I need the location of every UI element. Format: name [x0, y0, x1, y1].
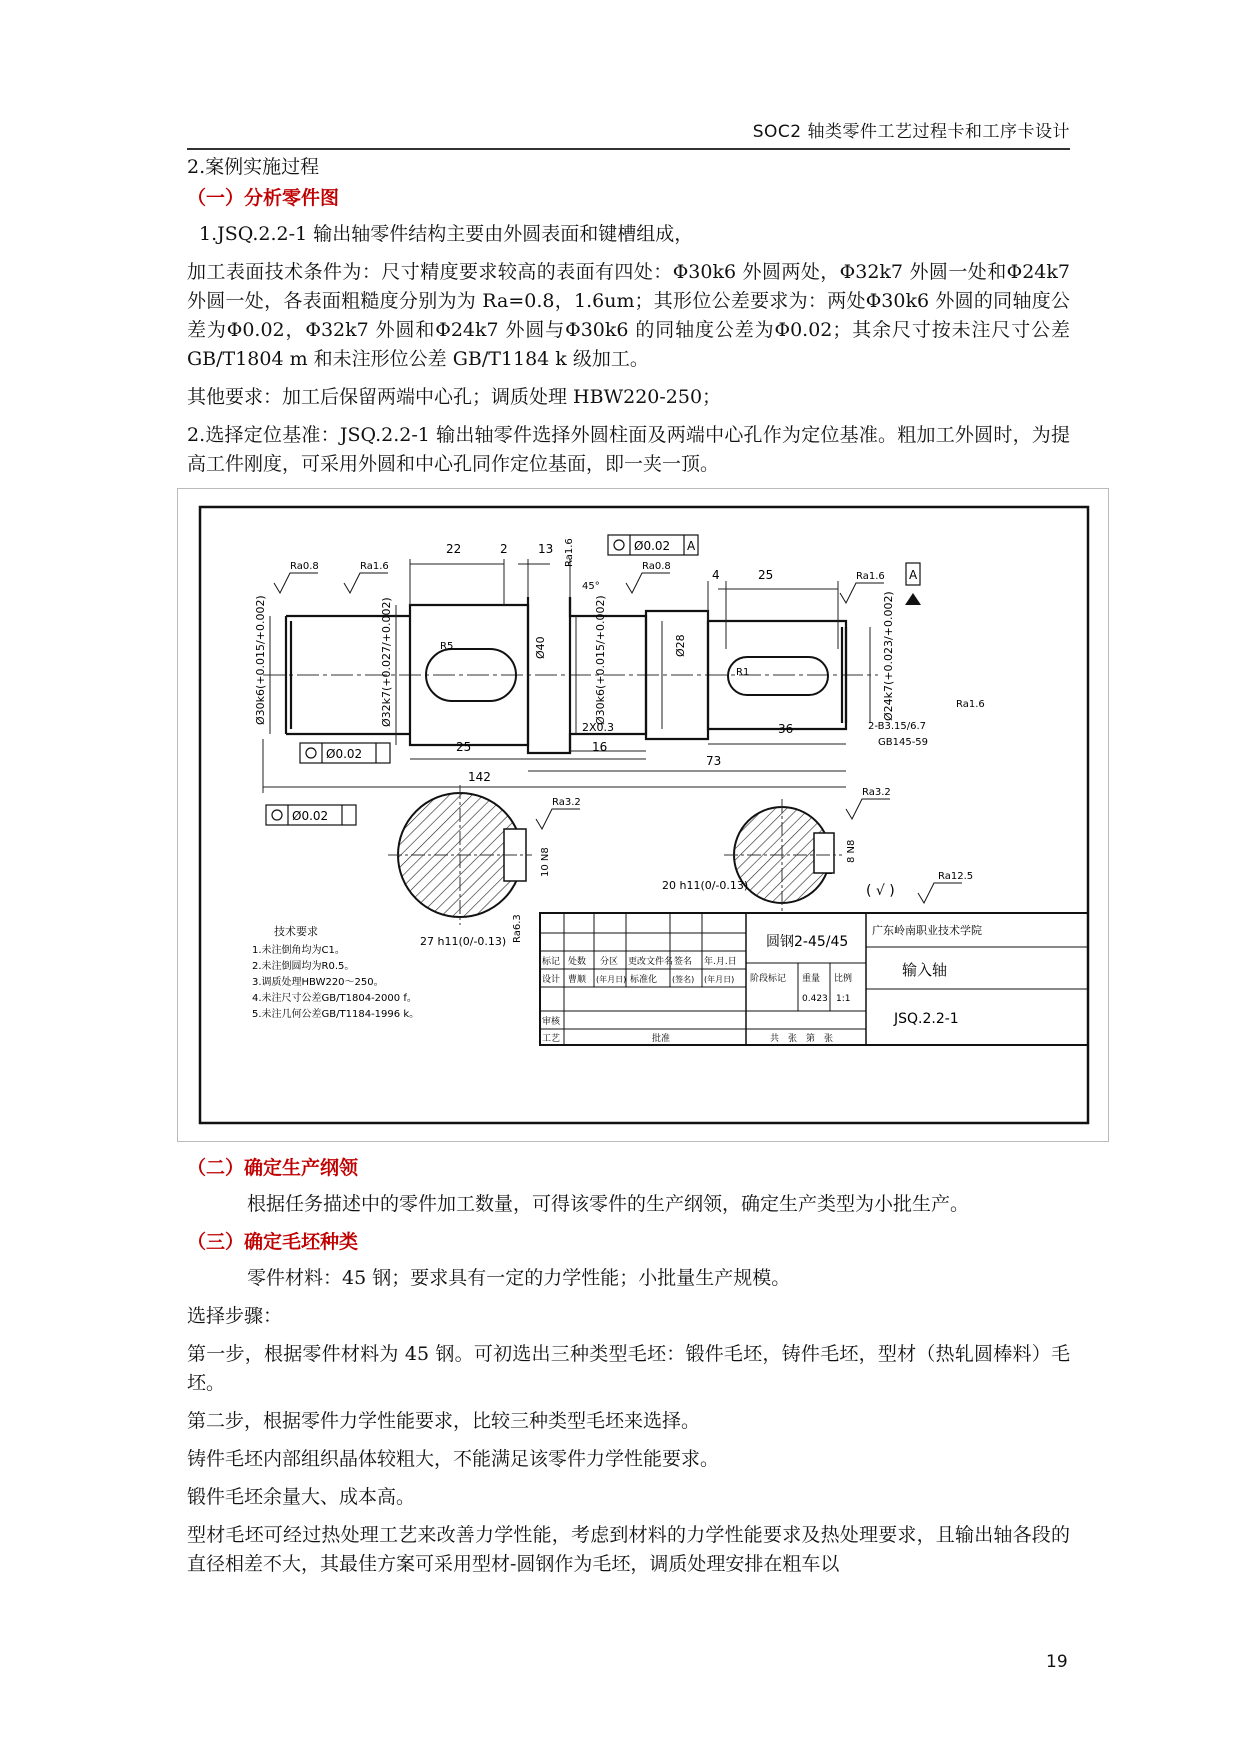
roughness-ra16-left: Ra1.6 [360, 561, 389, 572]
tolerance-top-value: Ø0.02 [634, 539, 671, 553]
dim-4: 4 [712, 568, 720, 582]
section-right-keyway [814, 833, 834, 873]
dim-d32: Ø32k7(+0.027/+0.002) [380, 597, 393, 727]
roughness-symbols [274, 573, 962, 903]
shaft-drawing-svg [178, 489, 1108, 1141]
tb-weight: 重量 [802, 974, 821, 984]
tolerance-left-value: Ø0.02 [326, 747, 363, 761]
tb-approve: 批准 [652, 1034, 671, 1044]
tb-ymd: (年月日) [596, 975, 627, 984]
datum-label: A [909, 568, 918, 582]
paragraph: 选择步骤： [187, 1305, 283, 1327]
paragraph: 根据任务描述中的零件加工数量，可得该零件的生产纲领，确定生产类型为小批生产。 [247, 1193, 970, 1215]
engineering-drawing [177, 488, 1109, 1142]
roughness-ra125: Ra12.5 [938, 871, 974, 882]
paragraph: 型材毛坯可经过热处理工艺来改善力学性能，考虑到材料的力学性能要求及热处理要求，且输出轴各段的直径相差不大，其最佳方案可采用型材-圆钢作为毛坯，调质处理安排在粗车以 [187, 1524, 1070, 1575]
dim-angle: 45° [582, 581, 600, 592]
tb-stage: 阶段标记 [750, 974, 787, 984]
tb-scale-value: 1:1 [836, 994, 851, 1004]
center-hole-note: 2-B3.15/6.7 [868, 721, 927, 732]
tech-req-item: 5.未注几何公差GB/T1184-1996 k。 [252, 1009, 420, 1020]
tb-designer: 曹顺 [568, 975, 587, 985]
tolerance-bottom-value: Ø0.02 [292, 809, 329, 823]
dim-chamfer: 2X0.3 [582, 721, 615, 734]
roughness-ra32-left: Ra3.2 [552, 797, 581, 808]
dim-2: 2 [500, 542, 508, 556]
dim-d30-right: Ø30k6(+0.015/+0.002) [594, 595, 607, 725]
tb-sign2: (签名) [672, 975, 695, 984]
dim-25-bottom: 25 [456, 740, 472, 754]
paragraph: 其他要求：加工后保留两端中心孔；调质处理 HBW220-250； [187, 386, 722, 408]
tech-req-title: 技术要求 [274, 925, 318, 938]
tb-sheets: 共 张 第 张 [770, 1034, 834, 1044]
tb-design: 设计 [542, 975, 561, 985]
tech-req-item: 2.未注倒圆均为R0.5。 [252, 961, 355, 972]
section-title: 2.案例实施过程 [187, 156, 320, 178]
drawing-border [200, 507, 1088, 1123]
roughness-ra32-right: Ra3.2 [862, 787, 891, 798]
dim-d30-left: Ø30k6(+0.015/+0.002) [254, 595, 267, 725]
section-depth-left: 10 N8 [540, 847, 551, 877]
tb-count: 处数 [568, 957, 587, 967]
paragraph: 2.选择定位基准：JSQ.2.2-1 输出轴零件选择外圆柱面及两端中心孔作为定位基准。粗加工外圆时，为提高工件刚度，可采用外圆和中心孔同作定位基面，即一夹一顶。 [187, 424, 1070, 475]
tb-weight-value: 0.423 [802, 994, 828, 1004]
tb-zone: 分区 [600, 957, 619, 967]
dim-36: 36 [778, 722, 794, 736]
heading-blank-type: （三）确定毛坯种类 [187, 1231, 359, 1253]
roughness-ra16-right: Ra1.6 [856, 571, 885, 582]
tb-standard: 标准化 [630, 975, 658, 985]
tech-req-item: 4.未注尺寸公差GB/T1804-2000 f。 [252, 993, 417, 1004]
tb-doc-no: 更改文件名 [628, 957, 674, 967]
roughness-ra08-right: Ra0.8 [642, 561, 671, 572]
roughness-ra08-left: Ra0.8 [290, 561, 319, 572]
key-width-right: 20 h11(0/-0.13) [662, 879, 749, 892]
paragraph: 零件材料：45 钢；要求具有一定的力学性能；小批量生产规模。 [247, 1267, 791, 1289]
heading-production-program: （二）确定生产纲领 [187, 1157, 359, 1179]
dim-142: 142 [468, 770, 491, 784]
tolerance-frames [266, 535, 920, 825]
tb-process: 工艺 [542, 1034, 561, 1044]
page-content [187, 154, 1070, 1588]
tb-mark: 标记 [542, 957, 561, 967]
tech-req-item: 1.未注倒角均为C1。 [252, 945, 345, 956]
paragraph: 加工表面技术条件为：尺寸精度要求较高的表面有四处：Φ30k6 外圆两处，Φ32k7 外圆一处和Φ24k7 外圆一处，各表面粗糙度分别为为 Ra=0.8，1.6um；其形位公差要求为：两处Φ30k6 外圆的同轴度公差为Φ0.02，Φ32k7 外圆和Φ24k7 外圆与Φ30k6 的同轴度公差为Φ0.02；其余尺寸按未注尺寸公差 GB/T1804 m 和未注形位公差 GB/T1184 k 级加工。 [187, 261, 1070, 370]
roughness-ra16-end: Ra1.6 [956, 699, 985, 710]
tb-part-name: 输入轴 [902, 961, 948, 979]
dim-r1: R1 [736, 667, 750, 678]
tb-check: 审核 [542, 1017, 561, 1027]
dim-25-top: 25 [758, 568, 774, 582]
roughness-ra16-top: Ra1.6 [564, 538, 575, 567]
dim-r5: R5 [440, 641, 454, 652]
heading-analyze-part: （一）分析零件图 [187, 187, 340, 209]
roughness-ra63-left: Ra6.3 [512, 914, 523, 943]
tb-school: 广东岭南职业技术学院 [872, 924, 982, 937]
tb-scale: 比例 [834, 974, 853, 984]
tb-sign: 签名 [674, 957, 693, 967]
key-width-left: 27 h11(0/-0.13) [420, 935, 507, 948]
paragraph: 锻件毛坯余量大、成本高。 [187, 1486, 416, 1508]
tb-ymd2: (年月日) [704, 975, 735, 984]
section-depth-right: 8 N8 [846, 839, 857, 863]
dim-16: 16 [592, 740, 608, 754]
tolerance-top-ref: A [687, 539, 696, 553]
datum-triangle [905, 593, 921, 605]
dim-13: 13 [538, 542, 554, 556]
tb-drawing-code: JSQ.2.2-1 [894, 1011, 959, 1027]
paragraph: 第一步，根据零件材料为 45 钢。可初选出三种类型毛坯：锻件毛坯，铸件毛坯，型材（热轧圆棒料）毛坯。 [187, 1343, 1070, 1394]
paragraph: 第二步，根据零件力学性能要求，比较三种类型毛坯来选择。 [187, 1410, 701, 1432]
dim-d40: Ø40 [534, 636, 547, 659]
roughness-general-check: ( √ ) [866, 883, 895, 899]
dim-d28: Ø28 [674, 634, 687, 657]
dim-d24: Ø24k7(+0.023/+0.002) [882, 591, 895, 721]
tech-req-item: 3.调质处理HBW220～250。 [252, 977, 384, 988]
paragraph: 1.JSQ.2.2-1 输出轴零件结构主要由外圆表面和键槽组成， [199, 223, 694, 245]
paragraph: 铸件毛坯内部组织晶体较粗大，不能满足该零件力学性能要求。 [187, 1448, 720, 1470]
dim-73: 73 [706, 754, 722, 768]
page-header [187, 118, 1070, 150]
tb-date: 年.月.日 [704, 957, 737, 967]
page-number: 19 [1046, 1652, 1068, 1672]
center-hole-standard: GB145-59 [878, 737, 929, 748]
dim-22: 22 [446, 542, 462, 556]
tb-material: 圆钢2-45/45 [766, 934, 849, 950]
header-title: SOC2 轴类零件工艺过程卡和工序卡设计 [752, 122, 1070, 142]
